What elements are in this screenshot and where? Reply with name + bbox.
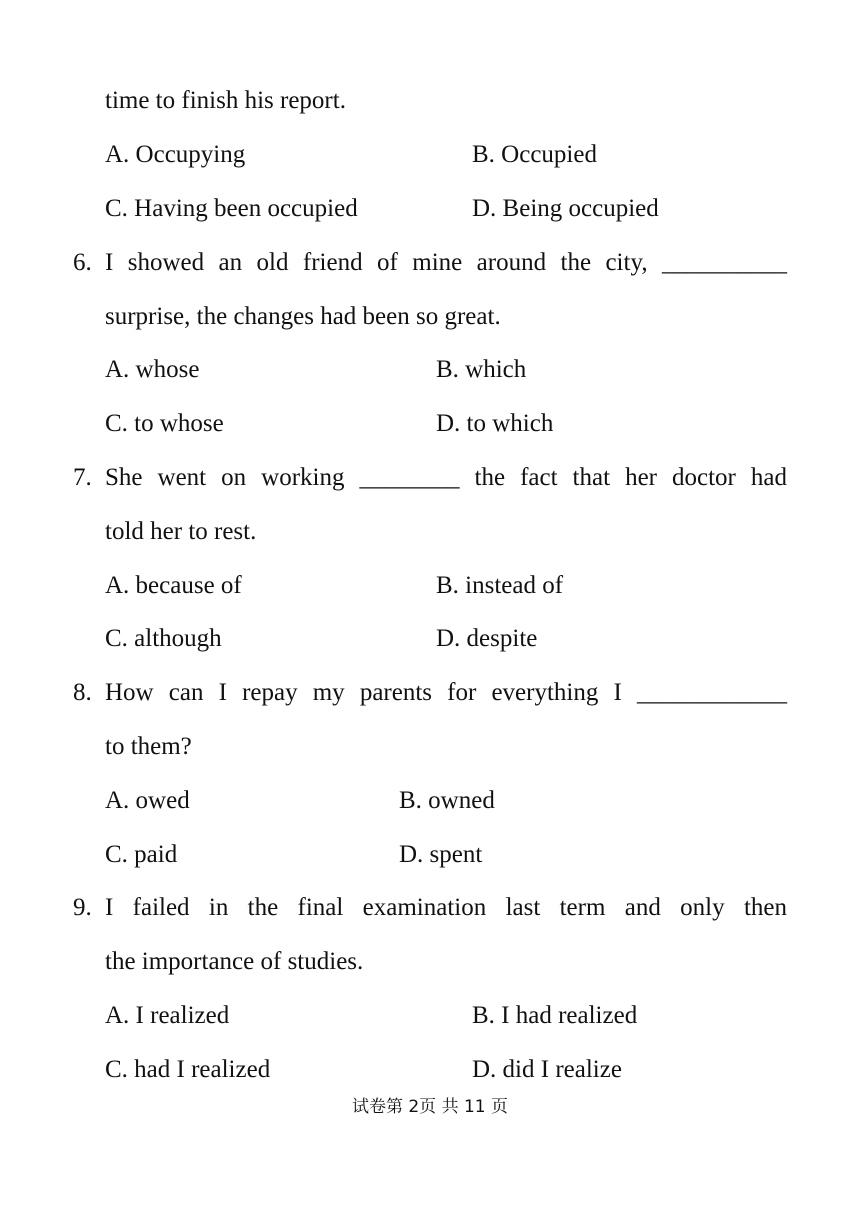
question-5-continuation: time to finish his report. [105, 87, 346, 114]
question-6-stem-line-1: I showed an old friend of mine around the city, __________ [105, 249, 787, 276]
question-5-option-c: C. Having been occupied [105, 195, 358, 222]
question-7-stem-line-1: She went on working ________ the fact that her doctor had [105, 464, 787, 491]
question-5-option-a: A. Occupying [105, 141, 246, 168]
question-8-option-a: A. owed [105, 787, 190, 814]
page-footer: 试卷第 2页 共 11 页 [351, 1097, 509, 1117]
question-9-number: 9. [73, 894, 92, 921]
question-6-option-d: D. to which [436, 410, 554, 437]
question-7-option-d: D. despite [436, 625, 538, 652]
question-8-option-c: C. paid [105, 841, 178, 868]
question-5-option-b: B. Occupied [472, 141, 597, 168]
question-8-stem-line-2: to them? [105, 733, 192, 760]
question-7-option-a: A. because of [105, 572, 242, 599]
question-8-stem-line-1: How can I repay my parents for everything I ____________ [105, 679, 787, 706]
question-9-option-b: B. I had realized [472, 1002, 638, 1029]
question-9-option-a: A. I realized [105, 1002, 230, 1029]
question-7-stem-line-2: told her to rest. [105, 518, 257, 545]
question-8-number: 8. [73, 679, 92, 706]
question-8-option-d: D. spent [399, 841, 483, 868]
question-9-stem-line-2: the importance of studies. [105, 948, 364, 975]
question-8-option-b: B. owned [399, 787, 495, 814]
question-7-option-c: C. although [105, 625, 222, 652]
question-9-option-c: C. had I realized [105, 1056, 271, 1083]
question-7-number: 7. [73, 464, 92, 491]
question-9-stem-line-1: I failed in the final examination last term and only then [105, 894, 787, 921]
question-9-option-d: D. did I realize [472, 1056, 622, 1083]
question-6-option-b: B. which [436, 356, 527, 383]
question-5-option-d: D. Being occupied [472, 195, 659, 222]
question-6-option-a: A. whose [105, 356, 200, 383]
question-6-stem-line-2: surprise, the changes had been so great. [105, 303, 501, 330]
question-6-option-c: C. to whose [105, 410, 224, 437]
question-6-number: 6. [73, 249, 92, 276]
question-7-option-b: B. instead of [436, 572, 564, 599]
